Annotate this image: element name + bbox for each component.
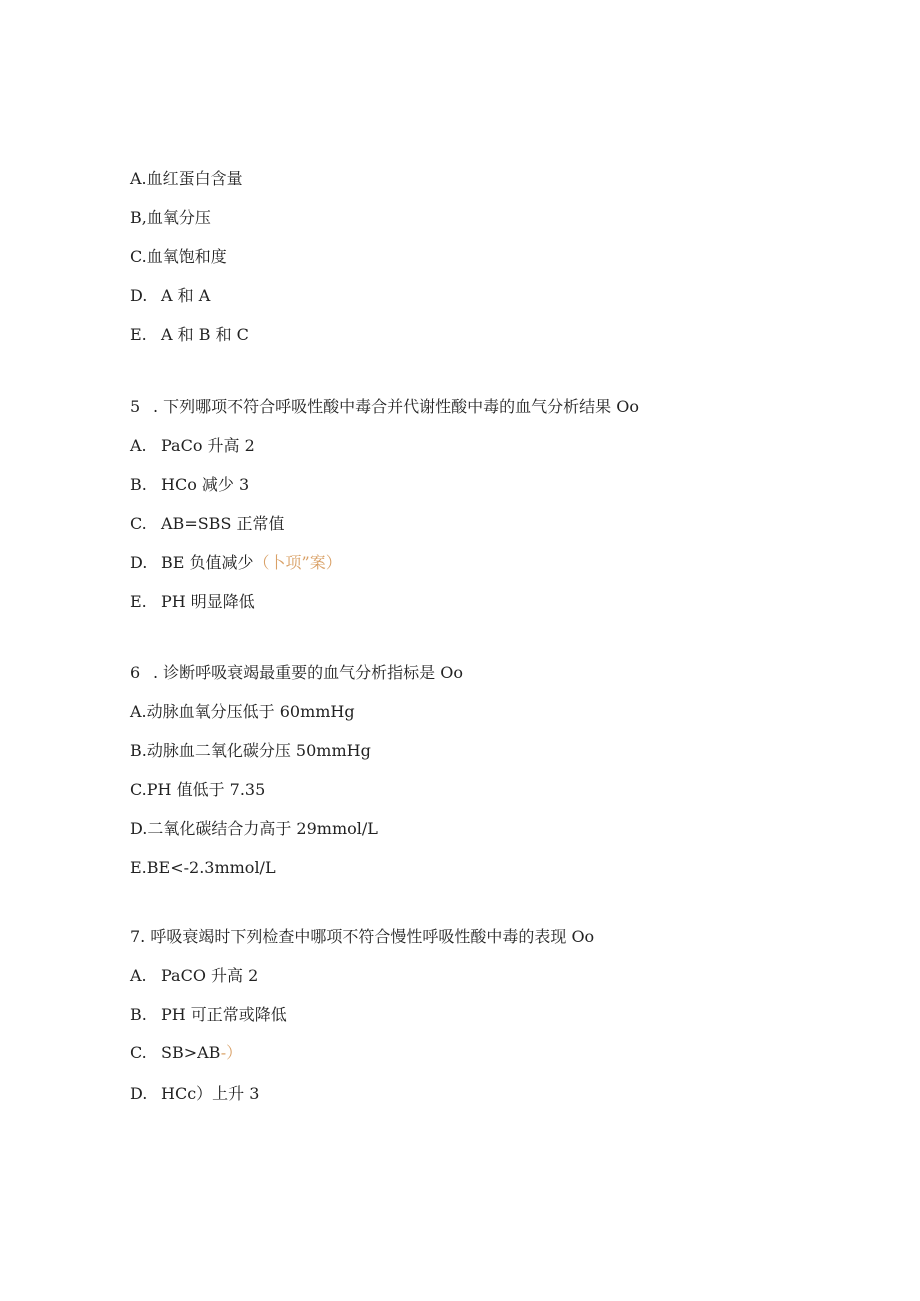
option-text: A.动脉血氧分压低于 60mmHg: [130, 702, 355, 721]
option-prefix: E.: [130, 592, 147, 611]
question-text: . 下列哪项不符合呼吸性酸中毒合并代谢性酸中毒的血气分析结果 Oo: [153, 397, 640, 416]
q6-option-b: [130, 741, 371, 761]
option-b: [130, 208, 211, 228]
q5-option-a: [130, 436, 255, 456]
option-text: HCc）上升 3: [161, 1084, 260, 1103]
option-text: A 和 A: [161, 286, 211, 305]
option-text: AB=SBS 正常值: [161, 514, 285, 533]
option-prefix: B.: [130, 475, 147, 494]
option-prefix: D.: [130, 553, 148, 572]
option-text: HCo 减少 3: [161, 475, 250, 494]
option-prefix: C.: [130, 1043, 147, 1062]
option-prefix: B.: [130, 1005, 147, 1024]
answer-hint: （卜项”案）: [253, 553, 342, 572]
q7-option-b: [130, 1005, 287, 1025]
option-text: PaCO 升高 2: [161, 966, 259, 985]
option-text: C.PH 值低于 7.35: [130, 780, 266, 799]
question-5-stem: [130, 397, 639, 417]
q7-option-a: [130, 966, 258, 986]
option-text: SB>AB: [161, 1043, 221, 1062]
option-text: BE 负值减少: [161, 553, 254, 572]
q5-option-e: [130, 592, 255, 612]
option-prefix: C.: [130, 514, 147, 533]
option-prefix: D.: [130, 1084, 148, 1103]
q6-option-e: [130, 858, 276, 878]
question-7-stem: [130, 927, 594, 947]
question-number: 5: [130, 397, 141, 416]
q5-option-d: [130, 553, 342, 573]
question-text: . 诊断呼吸衰竭最重要的血气分析指标是 Oo: [153, 663, 464, 682]
option-text: PH 明显降低: [161, 592, 255, 611]
option-e: [130, 325, 249, 345]
option-prefix: A.: [130, 966, 147, 985]
option-text: PaCo 升高 2: [161, 436, 255, 455]
q5-option-b: [130, 475, 249, 495]
option-c: [130, 247, 227, 267]
option-text: B,血氧分压: [130, 208, 211, 227]
option-text: C.血氧饱和度: [130, 247, 227, 266]
option-text: E.BE<-2.3mmol/L: [130, 858, 276, 877]
option-a: [130, 169, 243, 189]
option-prefix: A.: [130, 436, 147, 455]
option-text: B.动脉血二氧化碳分压 50mmHg: [130, 741, 371, 760]
question-number: 6: [130, 663, 141, 682]
q7-option-d: [130, 1084, 259, 1104]
option-text: A.血红蛋白含量: [130, 169, 243, 188]
q6-option-d: [130, 819, 378, 839]
option-prefix: E.: [130, 325, 147, 344]
option-text: A 和 B 和 C: [161, 325, 249, 344]
option-text: D.二氧化碳结合力高于 29mmol/L: [130, 819, 378, 838]
option-d: [130, 286, 210, 306]
q6-option-a: [130, 702, 355, 722]
question-text: 7. 呼吸衰竭时下列检查中哪项不符合慢性呼吸性酸中毒的表现 Oo: [130, 927, 595, 946]
answer-hint: -）: [220, 1043, 243, 1062]
q7-option-c: [130, 1043, 242, 1063]
question-6-stem: [130, 663, 463, 683]
q5-option-c: [130, 514, 285, 534]
option-text: PH 可正常或降低: [161, 1005, 287, 1024]
q6-option-c: [130, 780, 265, 800]
option-prefix: D.: [130, 286, 148, 305]
